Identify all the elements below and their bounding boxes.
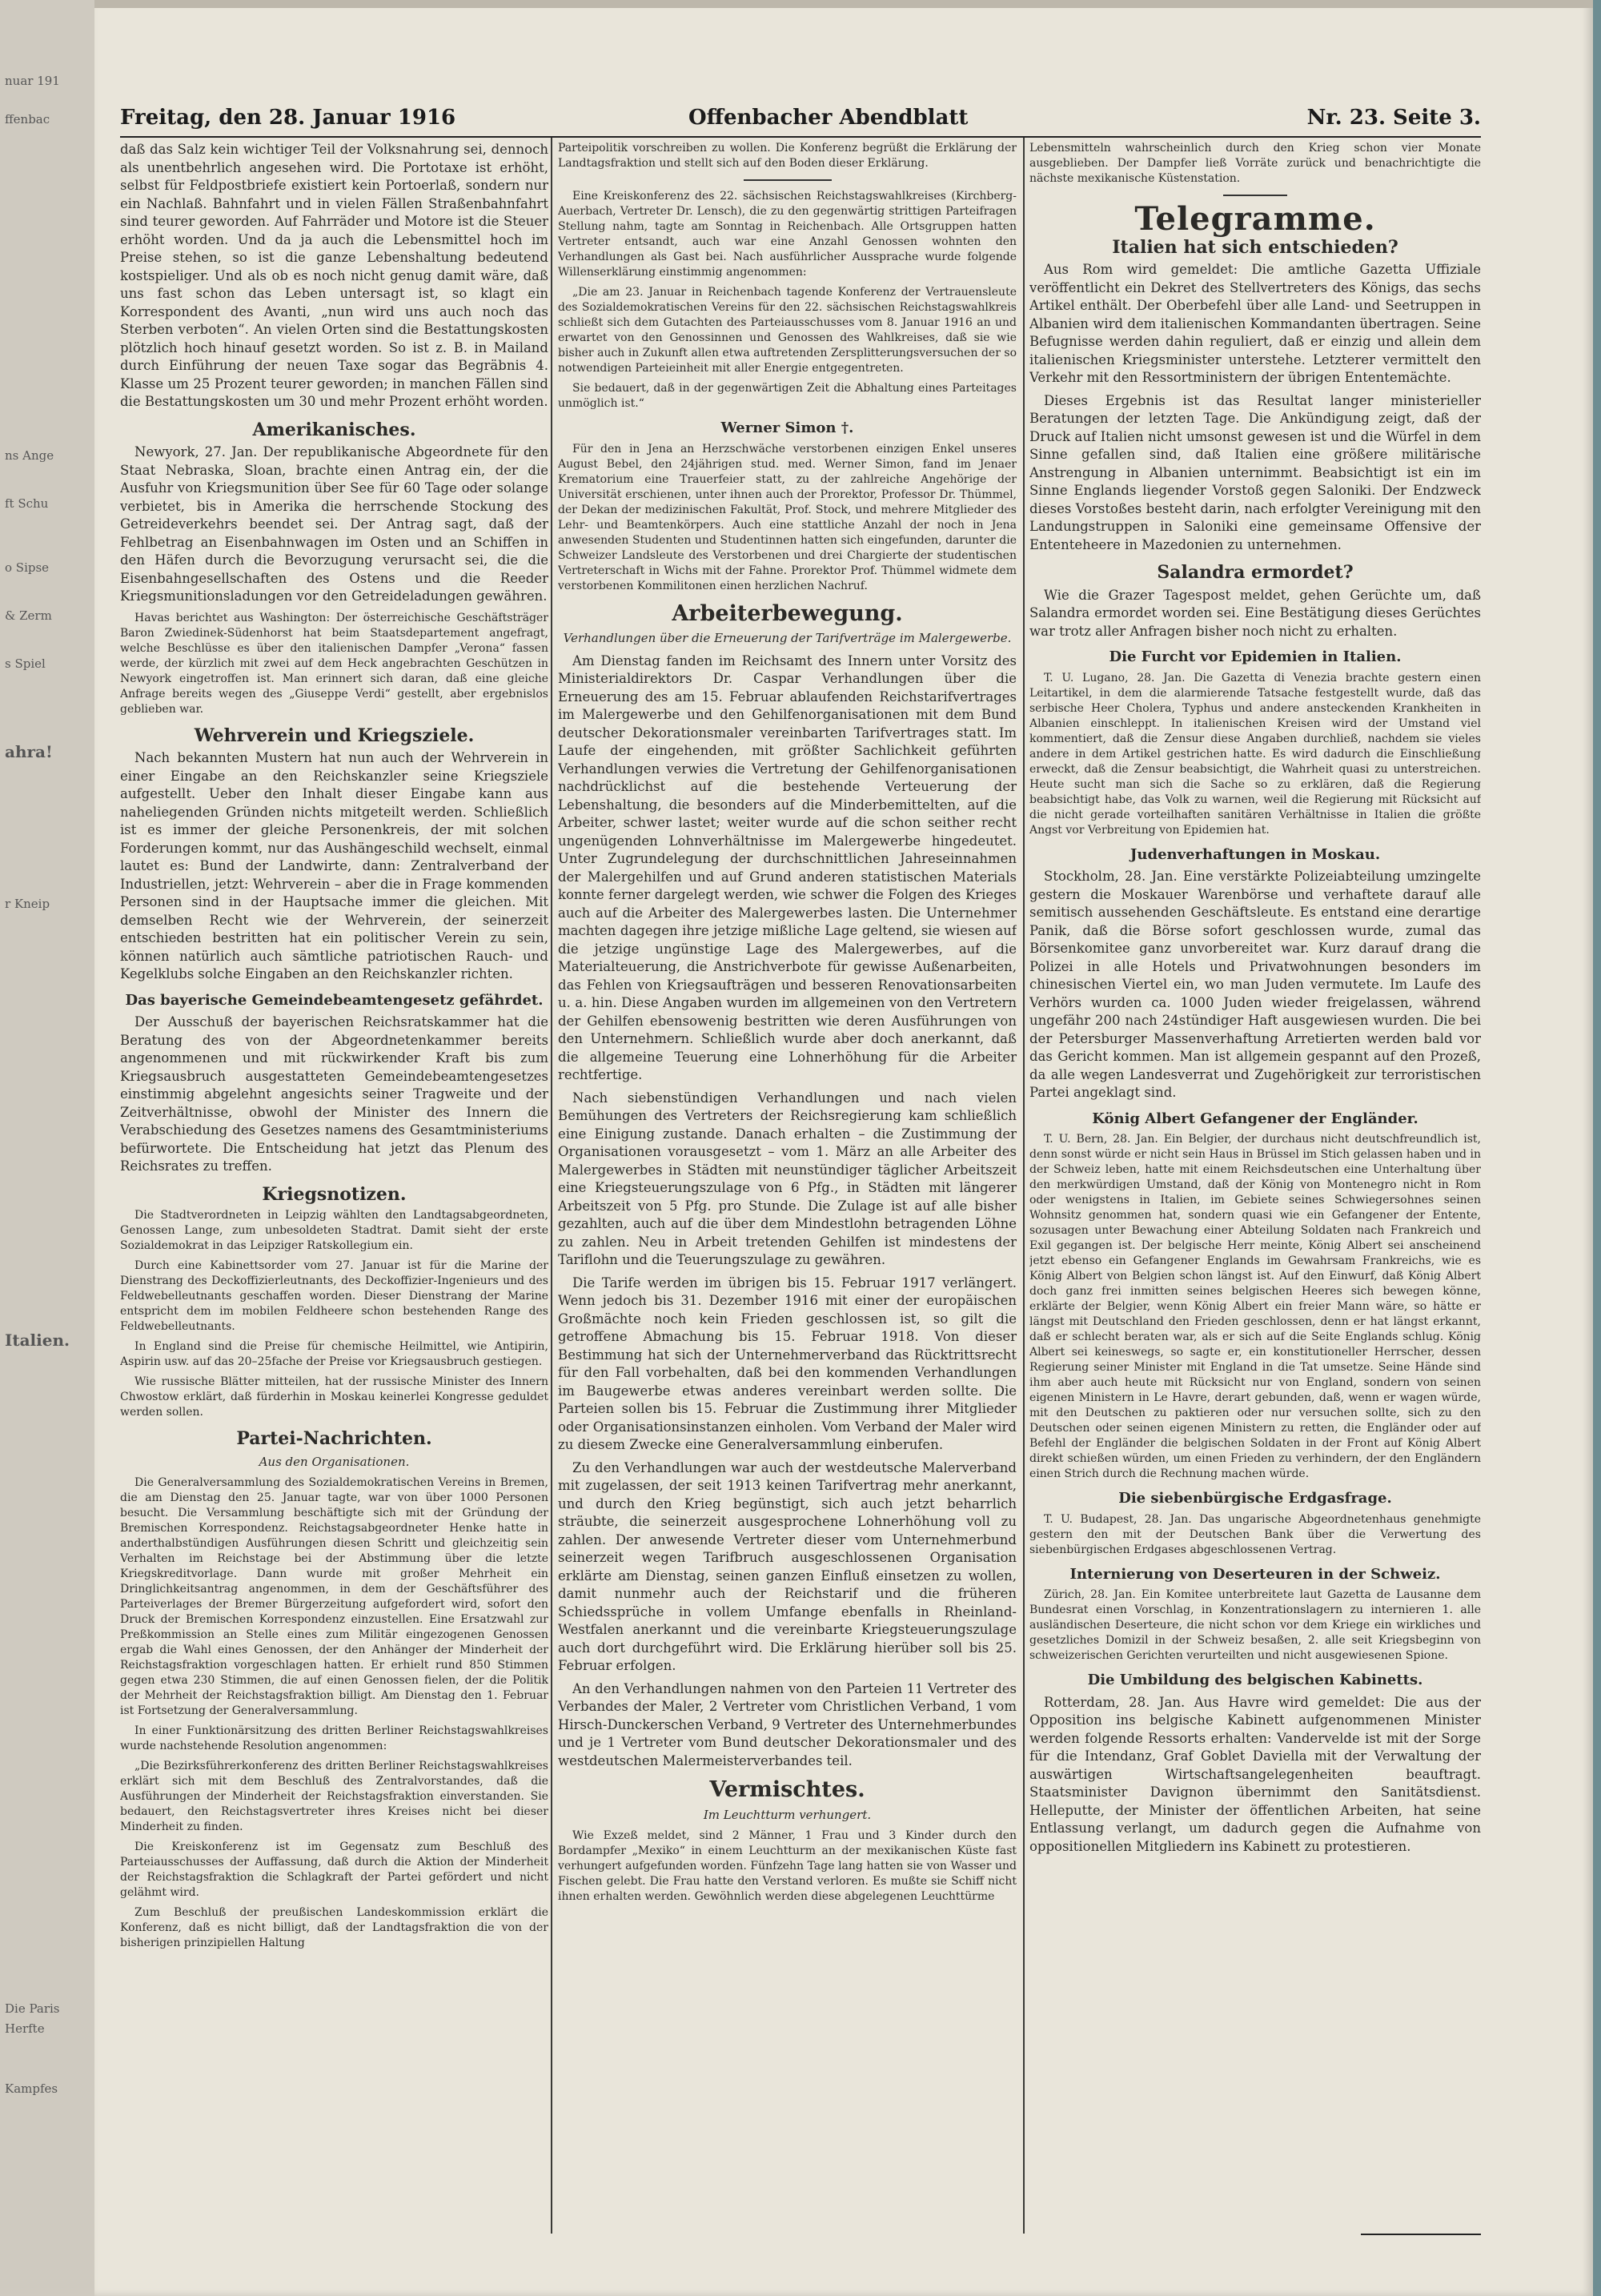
article-paragraph: Wie russische Blätter mitteilen, hat der russische Minister des Innern Chwostow erklärt, daß fürderhin in Moskau keinerlei Kongresse geduldet werden sollen. <box>120 1375 548 1419</box>
article-paragraph: Am Dienstag fanden im Reichsamt des Innern unter Vorsitz des Ministerialdirektors Dr. Caspar Verhandlungen über die Erneuerung des am 15. Februar ablaufenden Reichstarifvertrages im Malergewerbe und den Gehilfenorganisationen mit dem Bund deutscher Dekorationsmaler vereinbarten Tarifvertrages statt. Im Laufe der eingehenden, mit größter Sachlichkeit geführten Verhandlungen verwies die Vertretung der Gehilfenorganisationen nachdrücklichst auf die bestehende Verteuerung der Lebenshaltung, die besonders auf die Minderbemittelten, auf die Arbeiter, schwer lastet; weiter wurde auf die schon seither recht ungenügenden Lohnverhältnisse im Malergewerbe hingedeutet. Unter Zugrundelegung der durchschnittlichen Jahreseinnahmen der Malergehilfen und auf Grund anderen statistischen Materials konnte ferner dargelegt werden, wie schwer die Folgen des Krieges auch auf die Arbeiter des Malergewerbes lasten. Die Unternehmer machten dagegen ihre jetzige mißliche Lage geltend, sie wiesen auf die jetzige ungünstige Lage des Malergewerbes, auf die Materialteuerung, die Anstrichverbote für gewisse Außenarbeiten, das Fehlen von Kriegsaufträgen und besseren Renovationsarbeiten u. a. hin. Diese Angaben wurden im allgemeinen von den Vertretern der Gehilfen ebensowenig bestritten wie deren Ausführungen von den Unternehmern. Schließlich wurde aber doch anerkannt, daß die allgemeine Teuerung eine Lohnerhöhung für die Arbeiter rechtfertige. <box>558 652 1017 1082</box>
article-paragraph: Zu den Verhandlungen war auch der westdeutsche Malerverband mit zugelassen, der seit 1913 keinen Tarifvertrag mehr anerkannt, und durch den Krieg begünstigt, sich auch jetzt beharrlich sträubte, die seinerzeit ausgesprochene Lohnerhöhung voll zu zahlen. Der anwesende Vertreter dieser vom Unternehmerbund seinerzeit wegen Tarifbruch ausgeschlossenen Organisation erklärte am Dienstag, seinen ganzen Einfluß einsetzen zu wollen, damit nunmehr auch der Reichstarif und die früheren Schiedssprüche in vollem Umfange ebenfalls in Rheinland-Westfalen anerkannt und die vereinbarte Kriegsteuerungszulage auch dort durchgeführt wird. Die Erklärung hierüber soll bis 25. Februar erfolgen. <box>558 1459 1017 1673</box>
section-heading: Die Umbildung des belgischen Kabinetts. <box>1087 1672 1423 1688</box>
article-paragraph: Zürich, 28. Jan. Ein Komitee unterbreitete laut Gazetta de Lausanne dem Bundesrat einen Vorschlag, in Konzentrationslagern zu internieren 1. alle ausländischen Deserteure, die nicht schon vor dem Kriege ein wirkliches und gesetzliches Domizil in der Schweiz besaßen, 2. alle seit Kriegsbeginn von schweizerischen Gerichten verurteilten und nicht ausgewiesenen Spione. <box>1029 1588 1481 1662</box>
article-paragraph: Lebensmitteln wahrscheinlich durch den Krieg schon vier Monate ausgeblieben. Der Dampfer ließ Vorräte zurück und benachrichtigte die nächste mexikanische Küstenstation. <box>1029 142 1481 185</box>
article-paragraph: Wie die Grazer Tagespost meldet, gehen Gerüchte um, daß Salandra ermordet worden sei. Eine Bestätigung dieses Gerüchtes war trotz aller Anfragen bisher noch nicht zu erhalten. <box>1029 587 1481 639</box>
article-paragraph: T. U. Lugano, 28. Jan. Die Gazetta di Venezia brachte gestern einen Leitartikel, in dem die alarmierende Tatsache festgestellt wurde, daß das serbische Heer Cholera, Typhus und andere ansteckenden Krankheiten in Albanien einschleppt. In italienischen Kreisen wird der Umstand viel kommentiert, daß die Zensur diese Angaben durchließ, nachdem sie vieles andere in dem Artikel gestrichen hatte. Es wird dadurch die Einschließung erweckt, daß die Zensur beabsichtigt, die Wahrheit quasi zu unterstreichen. Heute sucht man sich die Sache so zu erklären, daß die Regierung beabsichtigt habe, das Volk zu warnen, weil die Regierung mit Rücksicht auf die nicht gerade vorteilhaften sanitären Verhältnisse in Italien die größte Angst vor Verbreitung von Epidemien hat. <box>1029 671 1481 837</box>
article-paragraph: Durch eine Kabinettsorder vom 27. Januar ist für die Marine der Dienstrang des Deckoffizierleutnants, des Deckoffizier-Ingenieurs und des Feldwebelleutnants geschaffen worden. Dieser Dienstrang der Marine entspricht dem im mobilen Feldheere schon bestehenden Range des Feldwebelleutnants. <box>120 1259 548 1333</box>
bottom-rule <box>1361 2234 1481 2235</box>
margin-fragment: o Sipse <box>5 560 50 575</box>
article-paragraph: Dieses Ergebnis ist das Resultat langer ministerieller Beratungen der letzten Tage. Die Ankündigung zeigt, daß der Druck auf Italien nicht umsonst gewesen ist und die Würfel in dem Sinne gefallen sind, daß Italien eine größere militärische Anstrengung in Albanien unternimmt. Beabsichtigt ist ein im Sinne Englands liegender Vorstoß gegen Saloniki. Der Endzweck dieses Vorstoßes besteht darin, nach erfolgter Vereinigung mit den Landungstruppen in Saloniki eine gemeinsame Offensive der Ententeheere in Mazedonien zu unternehmen. <box>1029 392 1481 552</box>
article-paragraph: Aus Rom wird gemeldet: Die amtliche Gazetta Uffiziale veröffentlicht ein Dekret des Stellvertreters des Königs, das sechs Artikel enthält. Der Oberbefehl über alle Land- und Seetruppen in Albanien wird dem italienischen Kommandanten übertragen. Seine Befugnisse werden dahin reguliert, daß er einzig und allein dem italienischen Kriegsminister unterstehe. Letzterer vermittelt den Verkehr mit den Ressortministern der übrigen Ententemächte. <box>1029 262 1481 385</box>
margin-fragment: r Kneip <box>5 897 50 911</box>
article-paragraph: Die Tarife werden im übrigen bis 15. Februar 1917 verlängert. Wenn jedoch bis 31. Dezember 1916 mit einer der europäischen Großmächte noch kein Frieden geschlossen ist, so gilt die getroffene Abmachung bis 15. Februar 1918. Von dieser Bestimmung hat sich der Unternehmerverband das Rücktrittsrecht für den Fall vorbehalten, daß bei den kommenden Verhandlungen im Baugewerbe etwas anderes vereinbart werden sollte. Die Parteien sollen bis 15. Februar die Zustimmung ihrer Mitglieder oder Organisationsinstanzen einholen. Vom Verband der Maler wird zu diesem Zwecke eine Generalversammlung einberufen. <box>558 1274 1017 1452</box>
article-paragraph: Nach siebenstündigen Verhandlungen und nach vielen Bemühungen des Vertreters der Reichsregierung kam schließlich eine Einigung zustande. Danach erhalten – die Zustimmung der Organisationen vorausgesetzt – vom 1. März an alle Arbeiter des Malergewerbes in Städten mit neunstündiger täglicher Arbeitszeit eine Kriegsteuerungszulage von 6 Pfg., in Städten mit längerer Arbeitszeit von 5 Pfg. pro Stunde. Die Zulage ist auf alle bisher gezahlten, auch auf die über dem Mindestlohn betragenden Löhne zu zahlen. Neu in Arbeit tretenden Gehilfen ist mindestens der Tariflohn und die Teuerungszulage zu gewähren. <box>558 1090 1017 1267</box>
adjacent-page-edge <box>0 0 94 2296</box>
section-heading: Kriegsnotizen. <box>262 1183 407 1205</box>
section-heading: Judenverhaftungen in Moskau. <box>1130 845 1381 863</box>
article-paragraph: Für den in Jena an Herzschwäche verstorbenen einzigen Enkel unseres August Bebel, den 24jährigen stud. med. Werner Simon, fand im Jenaer Krematorium eine Trauerfeier statt, zu der zahlreiche Angehörige der Universität erschienen, unter ihnen auch der Prorektor, Professor Dr. Thümmel, der Dekan der medizinischen Fakultät, Prof. Stock, und mehrere Mitglieder des Lehr- und Beamtenkörpers. Auch eine stattliche Anzahl der noch in Jena anwesenden Studenten und Studentinnen hatten sich eingefunden, darunter die Schweizer Landsleute des Verstorbenen und drei Chargierte der studentischen Vertreterschaft in Wichs mit der Fahne. Prorektor Prof. Thümmel widmete dem verstorbenen Kommilitonen einen herzlichen Nachruf. <box>558 442 1017 592</box>
section-subheading: Verhandlungen über die Erneuerung der Tarifverträge im Malergewerbe. <box>563 631 1012 645</box>
article-paragraph: Nach bekannten Mustern hat nun auch der Wehrverein in einer Eingabe an den Reichskanzler seine Kriegsziele aufgestellt. Ueber den Inhalt dieser Eingabe kann aus naheliegenden Gründen nichts mitgeteilt werden. Schließlich ist es immer der gleiche Personenkreis, der mit solchen Forderungen kommt, nur das Aushängeschild wechselt, einmal lautet es: Bund der Landwirte, dann: Zentralverband der Industriellen, jetzt: Wehrverein – aber die in Frage kommenden Personen sind in der Hauptsache immer die gleichen. Mit demselben Recht wie der Wehrverein, der seinerzeit entschieden bestritten hat ein politischer Verein zu sein, können natürlich auch sämtliche patriotischen Rauch- und Kegelklubs solche Eingaben an den Reichskanzler richten. <box>120 750 548 981</box>
column-divider <box>551 138 552 2234</box>
article-paragraph: Der Ausschuß der bayerischen Reichsratskammer hat die Beratung des von der Abgeordnetenkammer bereits angenommenen und mit rückwirkender Kraft bis zum Kriegsausbruch ausgestatteten Gemeindebeamtengesetzes einstimmig abgelehnt angesichts seiner Tragweite und der Zeitverhältnisse, obwohl der Minister des Innern die Verabschiedung des Gesetzes namens des Gesamtministeriums befürwortete. Die Entscheidung hat jetzt das Plenum des Reichsrates zu treffen. <box>120 1014 548 1174</box>
column-1 <box>120 141 548 2254</box>
separator-rule <box>1223 195 1287 196</box>
article-paragraph: Rotterdam, 28. Jan. Aus Havre wird gemeldet: Die aus der Opposition ins belgische Kabinett aufgenommenen Minister werden folgende Ressorts erhalten: Vandervelde ist mit der Sorge für die Intendanz, Graf Goblet Daviella mit der Verwaltung der auswärtigen Wirtschaftsangelegenheiten beauftragt. Staatsminister Davignon übernimmt den Sanitätsdienst. Helleputte, der Minister der öffentlichen Arbeiten, hat seine Entlassung verlangt, um dadurch gegen die Aufnahme von oppositionellen Mitgliedern ins Kabinett zu protestieren. <box>1029 1694 1481 1854</box>
article-paragraph: „Die am 23. Januar in Reichenbach tagende Konferenz der Vertrauensleute des Sozialdemokratischen Vereins für den 22. sächsischen Reichstagswahlkreis schließt sich dem Gutachten des Parteiausschusses vom 8. Januar 1916 an und erwartet von den Genossinnen und Genossen des Wahlkreises, daß sie wie bisher auch in Zukunft allen etwa auftretenden Zersplitterungsversuchen der so notwendigen Parteieinheit mit aller Energie entgegentreten. <box>558 286 1017 375</box>
section-subheading: Aus den Organisationen. <box>259 1454 410 1469</box>
section-subheading: Im Leuchtturm verhungert. <box>703 1807 872 1822</box>
article-paragraph: Die Stadtverordneten in Leipzig wählten den Landtagsabgeordneten, Genossen Lange, zum unbesoldeten Stadtrat. Damit sieht der erste Sozialdemokrat in das Leipziger Ratskollegium ein. <box>120 1209 548 1252</box>
section-title: Telegramme. <box>1134 200 1376 238</box>
article-paragraph: T. U. Bern, 28. Jan. Ein Belgier, der durchaus nicht deutschfreundlich ist, denn sonst würde er nicht sein Haus in Brüssel im Stich gelassen haben und in der Schweiz leben, hatte mit einem Reichsdeutschen eine Unterhaltung über den merkwürdigen Umstand, daß der König von Montenegro nicht in Rom oder wenigstens in Italien, im Gebiete seines Schwiegersohnes seinen Wohnsitz genommen hat, sondern quasi wie ein Gefangener der Entente, sozusagen unter Bewachung einer Abteilung Soldaten nach Frankreich und Exil gegangen ist. Der belgische Herr meinte, König Albert sei anscheinend jetzt ebenso ein Gefangener Englands im Gewahrsam Frankreichs, wie es König Albert von Belgien schon längst ist. Auf den Einwurf, daß König Albert doch ganz frei inmitten seines belgischen Heeres sich bewegen könne, erklärte der Belgier, wenn König Albert ein freier Mann wäre, so hätte er längst mit Deutschland den Frieden geschlossen, denn er hat längst erkannt, daß er schlecht beraten war, als er sich auf die Seite Englands schlug. König Albert sei keineswegs, so sagte er, ein konstitutioneller Herrscher, dessen Regierung seiner Minister mit England in die Tat umsetze. Seine Hände sind ihm aber auch heute mit Rücksicht nur von England, sondern von seinen eigenen Ministern in Le Havre, derart gebunden, daß, wenn er wagen würde, mit den Deutschen zu paktieren oder nur versuchen sollte, sich zu den Deutschen oder seinen eigenen Ministern zu retten, die Engländer oder auf Befehl der Engländer die belgischen Soldaten in der Front auf König Albert direkt schießen würden, um einen Frieden zu verhindern, der den Engländern einen Strich durch die Rechnung machen würde. <box>1029 1133 1481 1480</box>
column-2 <box>558 141 1017 2254</box>
section-heading: Die Furcht vor Epidemien in Italien. <box>1109 648 1402 665</box>
margin-fragment: ns Ange <box>5 448 54 463</box>
article-paragraph: Parteipolitik vorschreiben zu wollen. Die Konferenz begrüßt die Erklärung der Landtagsfraktion und stellt sich auf den Boden dieser Erklärung. <box>558 142 1017 170</box>
margin-fragment: ahra! <box>5 745 53 760</box>
article-paragraph: Havas berichtet aus Washington: Der österreichische Geschäftsträger Baron Zwiedinek-Südenhorst hat beim Staatsdepartement angefragt, welche Beschlüsse es über den italienischen Dampfer „Verona“ fassen werde, der kürzlich mit zwei auf dem Heck angebrachten Geschützen in Newyork eingetroffen ist. Man erinnert sich daran, daß eine gleiche Anfrage bereits wegen des „Giuseppe Verdi“ gestellt, aber ergebnislos geblieben war. <box>120 611 548 716</box>
section-heading: Wehrverein und Kriegsziele. <box>194 725 475 746</box>
section-heading: Werner Simon †. <box>720 419 854 436</box>
article-paragraph: Zum Beschluß der preußischen Landeskommission erklärt die Konferenz, daß es nicht billigt, daß der Landtagsfraktion die von der bisherigen prinzipiellen Haltung <box>120 1906 548 1949</box>
column-divider <box>1023 138 1025 2234</box>
section-heading: Das bayerische Gemeindebeamtengesetz gefährdet. <box>125 991 544 1009</box>
section-heading: Salandra ermordet? <box>1157 562 1354 583</box>
margin-fragment: Herfte <box>5 2021 45 2036</box>
section-heading: Italien hat sich entschieden? <box>1112 236 1398 258</box>
article-paragraph: Die Generalversammlung des Sozialdemokratischen Vereins in Bremen, die am Dienstag den 25. Januar tagte, war von über 1000 Personen besucht. Die Versammlung beschäftigte sich mit der Gründung der Bremischen Korrespondenz. Reichstagsabgeordneter Henke hatte in anderthalbstündigen Ausführungen diesen Schritt und gleichzeitig sein Verhalten im Reichstage bei der Abstimmung über die letzte Kriegskreditvorlage. Dann wurde mit großer Mehrheit ein Dringlichkeitsantrag angenommen, in dem der Geschäftsführer des Parteiverlages der Bremer Bürgerzeitung aufgefordert wird, sofort den Druck der Bremischen Korrespondenz einzustellen. Eine Ersatzwahl zur Preßkommission an Stelle eines zum Militär eingezogenen Genossen ergab die Wahl eines Genossen, der den Anhänger der Minderheit der Reichstagsfraktion vorgeschlagen hatten. Er erhielt rund 850 Stimmen gegen etwa 230 Stimmen, die auf einen Genossen fielen, der die Politik der Mehrheit der Reichstagsfraktion billigt. Am Dienstag den 1. Februar ist Fortsetzung der Generalversammlung. <box>120 1476 548 1717</box>
section-heading: Die siebenbürgische Erdgasfrage. <box>1118 1490 1392 1507</box>
article-paragraph: „Die Bezirksführerkonferenz des dritten Berliner Reichstagswahlkreises erklärt sich mit dem Beschluß des Zentralvorstandes, daß die Ausführungen der Minderheit der Reichstagsfraktion einverstanden. Sie bedauert, den Reichstagsvertreter ihres Kreises nicht bei dieser Minderheit zu finden. <box>120 1760 548 1833</box>
article-paragraph: In England sind die Preise für chemische Heilmittel, wie Antipirin, Aspirin usw. auf das 20–25fache der Preise vor Kriegsausbruch gestiegen. <box>120 1340 548 1368</box>
margin-fragment: & Zerm <box>5 608 52 623</box>
margin-fragment: ft Schu <box>5 496 49 511</box>
margin-fragment: ffenbac <box>5 112 50 126</box>
section-heading: Internierung von Deserteuren in der Schweiz. <box>1069 1565 1441 1583</box>
margin-fragment: s Spiel <box>5 656 46 671</box>
page-top-edge <box>94 0 1593 8</box>
section-heading: Arbeiterbewegung. <box>672 600 903 626</box>
column-3 <box>1029 141 1481 2254</box>
article-paragraph: Die Kreiskonferenz ist im Gegensatz zum Beschluß des Parteiausschusses der Auffassung, daß durch die Aktion der Minderheit der Reichstagsfraktion die Schlagkraft der Partei gefördert und nicht gelähmt wird. <box>120 1840 548 1899</box>
page-header <box>120 104 1481 136</box>
section-heading: König Albert Gefangener der Engländer. <box>1092 1110 1418 1127</box>
header-date: Freitag, den 28. Januar 1916 <box>120 106 456 130</box>
article-paragraph: An den Verhandlungen nahmen von den Parteien 11 Vertreter des Verbandes der Maler, 2 Vertreter vom Christlichen Verband, 1 vom Hirsch-Dunckerschen Verband, 9 Vertreter des Unternehmerbundes und je 1 Vertreter vom Bund deutscher Dekorationsmaler und des westdeutschen Malermeisterverbandes teil. <box>558 1680 1017 1768</box>
margin-fragment: Die Paris <box>5 2001 60 2016</box>
article-paragraph: daß das Salz kein wichtiger Teil der Volksnahrung sei, dennoch als unentbehrlich angesehen wird. Die Portotaxe ist erhöht, selbst für Feldpostbriefe existiert kein Portoerlaß, sondern nur ein Nachlaß. Bahnfahrt und in vielen Fällen Straßenbahnfahrt sind teurer geworden. Auf Fahrräder und Motore ist die Steuer erhöht worden. Und da ja auch die Lebensmittel hoch im Preise stehen, so ist die ganze Lebenshaltung bedeutend kostspieliger. Und als ob es noch nicht genug damit wäre, daß uns fast schon das Leben untersagt ist, so klagt ein Korrespondent des Avanti, „nun wird uns auch noch das Sterben verboten“. An vielen Orten sind die Bestattungskosten plötzlich hoch hinauf gesetzt worden. So ist z. B. in Mailand durch Einführung der neuen Taxe sogar das Begräbnis 4. Klasse um 25 Prozent teurer geworden; in manchen Fällen sind die Bestattungskosten um 30 und mehr Prozent erhöht worden. <box>120 142 548 409</box>
article-paragraph: Eine Kreiskonferenz des 22. sächsischen Reichstagswahlkreises (Kirchberg-Auerbach, Vertreter Dr. Lensch), die zu den gegenwärtig strittigen Parteifragen Stellung nahm, tagte am Sonntag in Reichenbach. Alle Ortsgruppen hatten Vertreter entsandt, auch war eine Anzahl Genossen wohnten den Verhandlungen als Gast bei. Nach ausführlicher Aussprache wurde folgende Willenserklärung einstimmig angenommen: <box>558 190 1017 279</box>
header-rule <box>120 136 1481 138</box>
margin-fragment: Italien. <box>5 1333 70 1348</box>
section-heading: Amerikanisches. <box>252 419 416 440</box>
section-heading: Partei-Nachrichten. <box>236 1428 432 1449</box>
article-paragraph: Wie Exzeß meldet, sind 2 Männer, 1 Frau und 3 Kinder durch den Bordampfer „Mexiko“ in einem Leuchtturm an der mexikanischen Küste fast verhungert aufgefunden worden. Fünfzehn Tage lang hatten sie von Wasser und Fischen gelebt. Die Frau hatte den Verstand verloren. Es mußte sie Schiff nicht ihnen erhalten werden. Gewöhnlich werden diese abgelegenen Leuchttürme <box>558 1829 1017 1903</box>
header-paper-title: Offenbacher Abendblatt <box>688 106 969 130</box>
section-heading: Vermischtes. <box>709 1777 865 1802</box>
header-page-number: Nr. 23. Seite 3. <box>1306 106 1481 130</box>
binding-edge <box>1593 0 1601 2296</box>
margin-fragment: nuar 191 <box>5 74 60 88</box>
article-paragraph: Newyork, 27. Jan. Der republikanische Abgeordnete für den Staat Nebraska, Sloan, brachte einen Antrag ein, der die Ausfuhr von Kriegsmunition über See für 60 Tage oder solange verbietet, bis in Amerika die herrschende Stockung des Getreideverkehrs beendet sei. Der Antrag sagt, daß der Fehlbetrag an Eisenbahnwagen im Osten und an Schiffen in den Häfen durch die Bevorzugung verursacht sei, die die Eisenbahngesellschaften des Ostens und die Reeder Kriegsmunitionsladungen vor den Getreideladungen gewähren. <box>120 444 548 604</box>
article-paragraph: T. U. Budapest, 28. Jan. Das ungarische Abgeordnetenhaus genehmigte gestern den mit der Deutschen Bank über die Verwertung des siebenbürgischen Erdgases abgeschlossenen Vertrag. <box>1029 1512 1481 1556</box>
article-paragraph: In einer Funktionärsitzung des dritten Berliner Reichstagswahlkreises wurde nachstehende Resolution angenommen: <box>120 1724 548 1752</box>
margin-fragment: Kampfes <box>5 2081 58 2096</box>
article-paragraph: Sie bedauert, daß in der gegenwärtigen Zeit die Abhaltung eines Parteitages unmöglich ist.“ <box>558 382 1017 410</box>
separator-rule <box>744 179 832 181</box>
article-paragraph: Stockholm, 28. Jan. Eine verstärkte Polizeiabteilung umzingelte gestern die Moskauer Warenbörse und verhaftete darauf alle semitisch aussehenden Geschäftsleute. Es entstand eine derartige Panik, daß die Börse sofort geschlossen wurde, zumal das Börsenkomitee ganz unvorbereitet war. Kurz darauf drang die Polizei in alle Hotels und Privatwohnungen besonders im chinesischen Viertel ein, wo man Juden vermutete. Im Laufe des Verhörs wurden ca. 1000 Juden wieder freigelassen, während ungefähr 200 nach 24stündiger Haft ausgewiesen wurden. Die bei der Petersburger Massenverhaftung Arretierten werden bald vor das Gericht kommen. Man ist allgemein gespannt auf den Prozeß, da alle wegen Landesverrat und Zugehörigkeit zur terroristischen Partei angeklagt sind. <box>1029 869 1481 1100</box>
